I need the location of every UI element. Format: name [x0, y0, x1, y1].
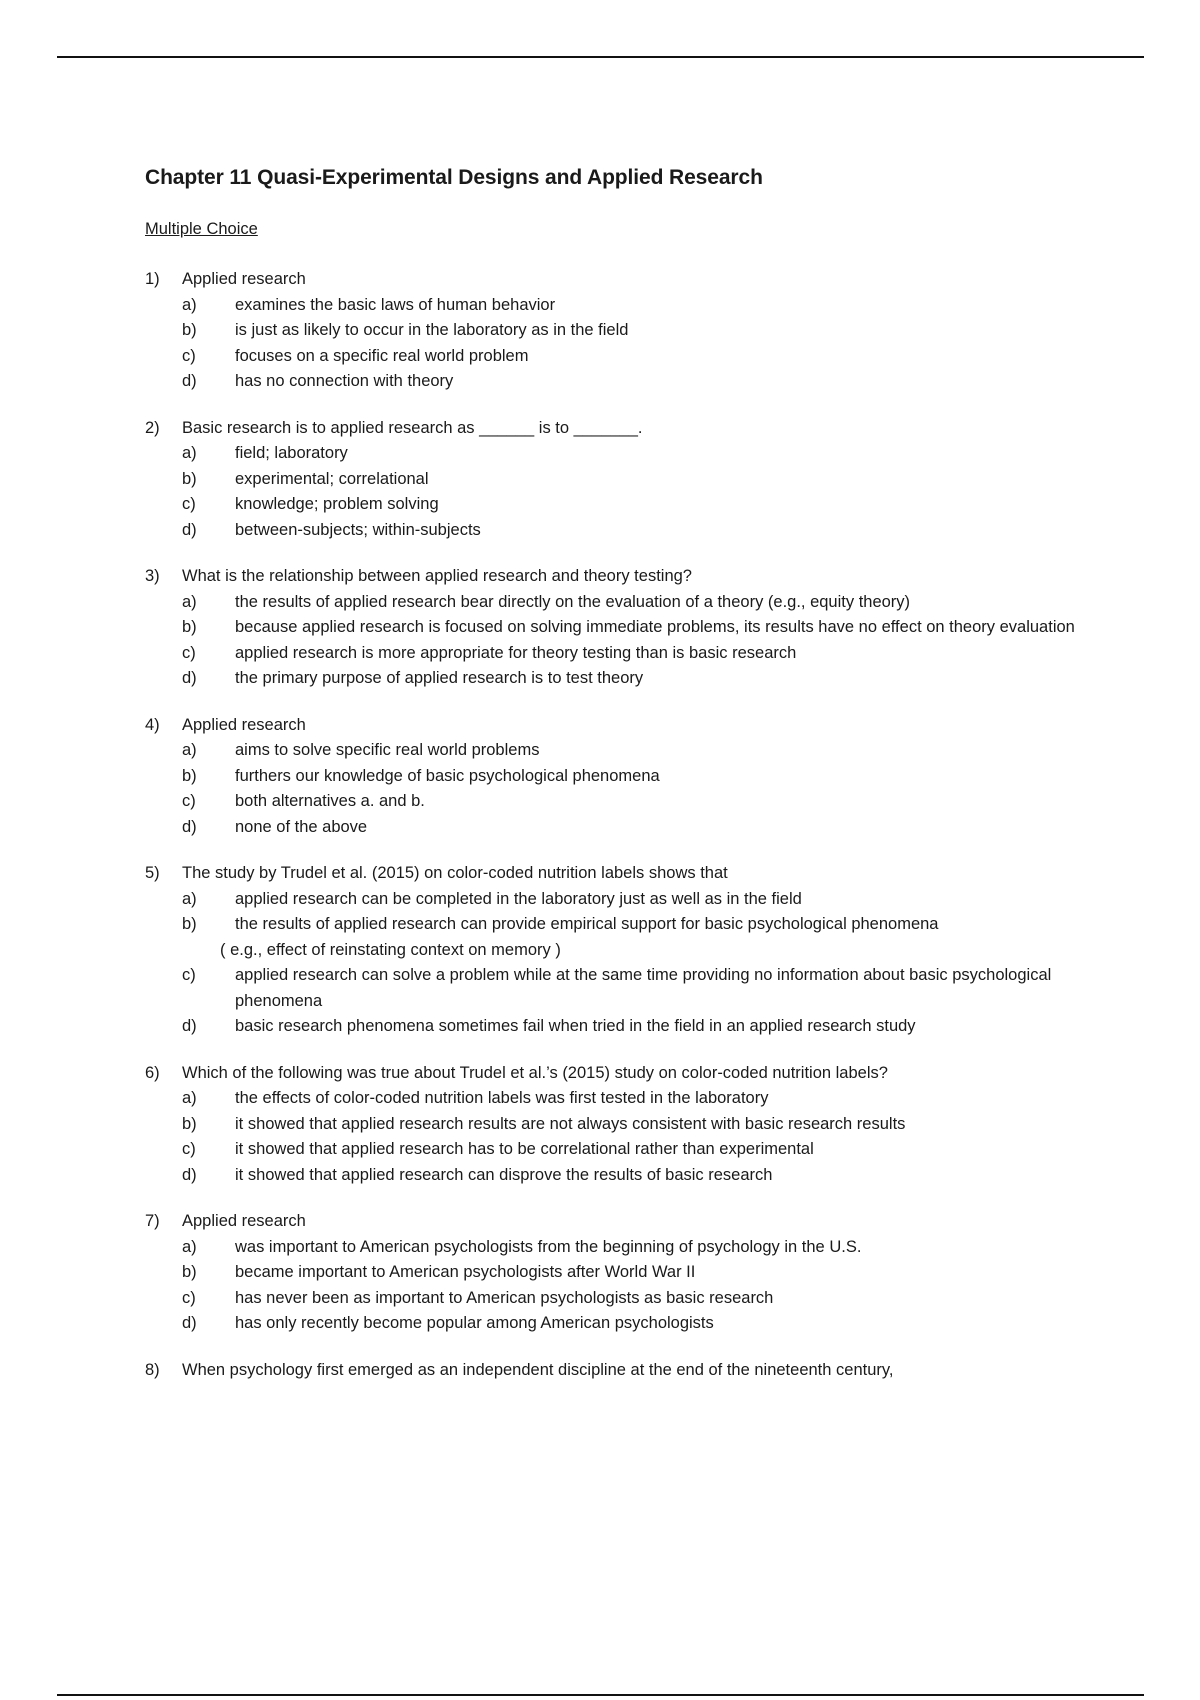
question-6	[145, 1061, 1105, 1189]
option-text: applied research can be completed in the laboratory just as well as in the field	[235, 889, 802, 908]
option-text: is just as likely to occur in the laboratory as in the field	[235, 321, 629, 339]
option-letter: d)	[182, 669, 197, 687]
option-text: between-subjects; within-subjects	[235, 520, 481, 539]
question-stem	[145, 713, 1105, 739]
answer-option-a	[145, 1086, 1105, 1112]
answer-option-c	[145, 344, 1105, 370]
answer-option-a	[145, 293, 1105, 319]
question-stem	[145, 1209, 1105, 1235]
answer-option-d	[145, 1163, 1105, 1189]
question-text: Applied research	[182, 1212, 306, 1230]
question-text: When psychology first emerged as an independent discipline at the end of the nineteenth century,	[182, 1360, 894, 1379]
option-text: has no connection with theory	[235, 372, 454, 390]
option-letter: c)	[182, 792, 196, 810]
question-stem	[145, 1061, 1105, 1087]
answer-option-c	[145, 641, 1105, 667]
option-text: field; laboratory	[235, 444, 348, 462]
question-list	[145, 267, 1105, 1404]
option-letter: d)	[182, 1314, 197, 1332]
question-number: 5)	[145, 864, 160, 882]
option-letter: c)	[182, 643, 196, 662]
question-stem	[145, 861, 1105, 887]
question-text: Which of the following was true about Trudel et al.’s (2015) study on color-coded nutrition labels?	[182, 1063, 888, 1082]
option-text: none of the above	[235, 817, 368, 836]
option-text: has never been as important to American psychologists as basic research	[235, 1288, 774, 1307]
answer-option-b	[145, 1260, 1105, 1286]
question-number: 8)	[145, 1360, 160, 1379]
option-letter: a)	[182, 1237, 197, 1256]
answer-option-b	[145, 1112, 1105, 1138]
question-stem	[145, 267, 1105, 293]
answer-option-d	[145, 518, 1105, 544]
question-text: Applied research	[182, 270, 306, 288]
top-rule	[57, 56, 1144, 58]
option-text: it showed that applied research can disprove the results of basic research	[235, 1165, 773, 1184]
question-stem	[145, 416, 1105, 442]
question-3	[145, 564, 1105, 692]
answer-option-d	[145, 369, 1105, 395]
question-stem	[145, 1358, 1105, 1384]
question-number: 3)	[145, 567, 160, 585]
answer-option-c	[145, 492, 1105, 518]
option-letter: b)	[182, 1114, 197, 1133]
answer-option-d	[145, 1311, 1105, 1337]
option-text: it showed that applied research results are not always consistent with basic research results	[235, 1114, 906, 1133]
answer-option-b	[145, 615, 1105, 641]
option-text: the results of applied research can provide empirical support for basic psychological phenomena	[235, 915, 939, 933]
answer-option-a	[145, 590, 1105, 616]
option-text: aims to solve specific real world problems	[235, 741, 540, 759]
option-note: ( e.g., effect of reinstating context on memory )	[220, 940, 561, 959]
option-text: was important to American psychologists from the beginning of psychology in the U.S.	[235, 1237, 862, 1256]
option-text: it showed that applied research has to be correlational rather than experimental	[235, 1140, 814, 1158]
option-letter: d)	[182, 1017, 197, 1035]
option-letter: a)	[182, 889, 197, 908]
answer-option-a	[145, 441, 1105, 467]
option-letter: a)	[182, 592, 197, 611]
answer-option-a	[145, 738, 1105, 764]
question-5	[145, 861, 1105, 1040]
answer-option-a	[145, 887, 1105, 913]
option-letter: c)	[182, 1140, 196, 1158]
answer-option-b	[145, 912, 1105, 938]
question-7	[145, 1209, 1105, 1337]
option-letter: b)	[182, 618, 197, 636]
option-letter: d)	[182, 1165, 197, 1184]
answer-option-d	[145, 815, 1105, 841]
option-letter: a)	[182, 295, 197, 314]
option-letter: c)	[182, 346, 196, 365]
option-letter: a)	[182, 444, 197, 462]
option-letter: b)	[182, 1263, 197, 1281]
option-text: both alternatives a. and b.	[235, 792, 425, 810]
question-number: 7)	[145, 1212, 160, 1230]
answer-option-c	[145, 1286, 1105, 1312]
answer-option-c	[145, 1137, 1105, 1163]
option-letter: a)	[182, 1089, 197, 1107]
answer-option-c	[145, 963, 1105, 1014]
option-text: basic research phenomena sometimes fail when tried in the field in an applied research study	[235, 1017, 916, 1035]
option-text: applied research can solve a problem while at the same time providing no information about basic psychological phenomena	[235, 966, 1052, 1010]
question-1	[145, 267, 1105, 395]
option-text: because applied research is focused on solving immediate problems, its results have no effect on theory evaluation	[235, 618, 1075, 636]
option-letter: b)	[182, 766, 197, 785]
answer-option-c	[145, 789, 1105, 815]
answer-option-d	[145, 666, 1105, 692]
question-number: 2)	[145, 418, 160, 437]
answer-option-b	[145, 318, 1105, 344]
option-text: examines the basic laws of human behavior	[235, 295, 556, 314]
page-title: Chapter 11 Quasi-Experimental Designs and Applied Research	[145, 166, 763, 189]
question-stem	[145, 564, 1105, 590]
answer-option-a	[145, 1235, 1105, 1261]
option-letter: c)	[182, 1288, 196, 1307]
option-text: knowledge; problem solving	[235, 495, 439, 513]
question-number: 6)	[145, 1063, 160, 1082]
option-text: focuses on a specific real world problem	[235, 346, 529, 365]
question-4	[145, 713, 1105, 841]
option-letter: b)	[182, 321, 197, 339]
option-letter: b)	[182, 469, 197, 488]
option-text: became important to American psychologists after World War II	[235, 1263, 696, 1281]
question-number: 1)	[145, 270, 160, 288]
question-8	[145, 1358, 1105, 1384]
option-letter: c)	[182, 495, 196, 513]
option-text: the results of applied research bear directly on the evaluation of a theory (e.g., equity theory)	[235, 592, 911, 611]
option-letter: d)	[182, 520, 197, 539]
option-letter: a)	[182, 741, 197, 759]
question-text: Applied research	[182, 715, 306, 734]
option-text: experimental; correlational	[235, 469, 429, 488]
option-letter: c)	[182, 966, 196, 984]
option-letter: d)	[182, 372, 197, 390]
question-text: Basic research is to applied research as ______ is to _______.	[182, 418, 643, 437]
question-text: The study by Trudel et al. (2015) on color-coded nutrition labels shows that	[182, 864, 728, 882]
question-2	[145, 416, 1105, 544]
section-label: Multiple Choice	[145, 220, 258, 238]
option-text: has only recently become popular among American psychologists	[235, 1314, 714, 1332]
answer-option-b	[145, 467, 1105, 493]
option-letter: b)	[182, 915, 197, 933]
answer-option-d	[145, 1014, 1105, 1040]
option-text: applied research is more appropriate for theory testing than is basic research	[235, 643, 797, 662]
question-text: What is the relationship between applied research and theory testing?	[182, 567, 692, 585]
bottom-rule	[57, 1694, 1144, 1696]
question-number: 4)	[145, 715, 160, 734]
option-text: the primary purpose of applied research is to test theory	[235, 669, 644, 687]
answer-option-b	[145, 764, 1105, 790]
option-text: the effects of color-coded nutrition labels was first tested in the laboratory	[235, 1089, 769, 1107]
option-text: furthers our knowledge of basic psychological phenomena	[235, 766, 660, 785]
option-letter: d)	[182, 817, 197, 836]
